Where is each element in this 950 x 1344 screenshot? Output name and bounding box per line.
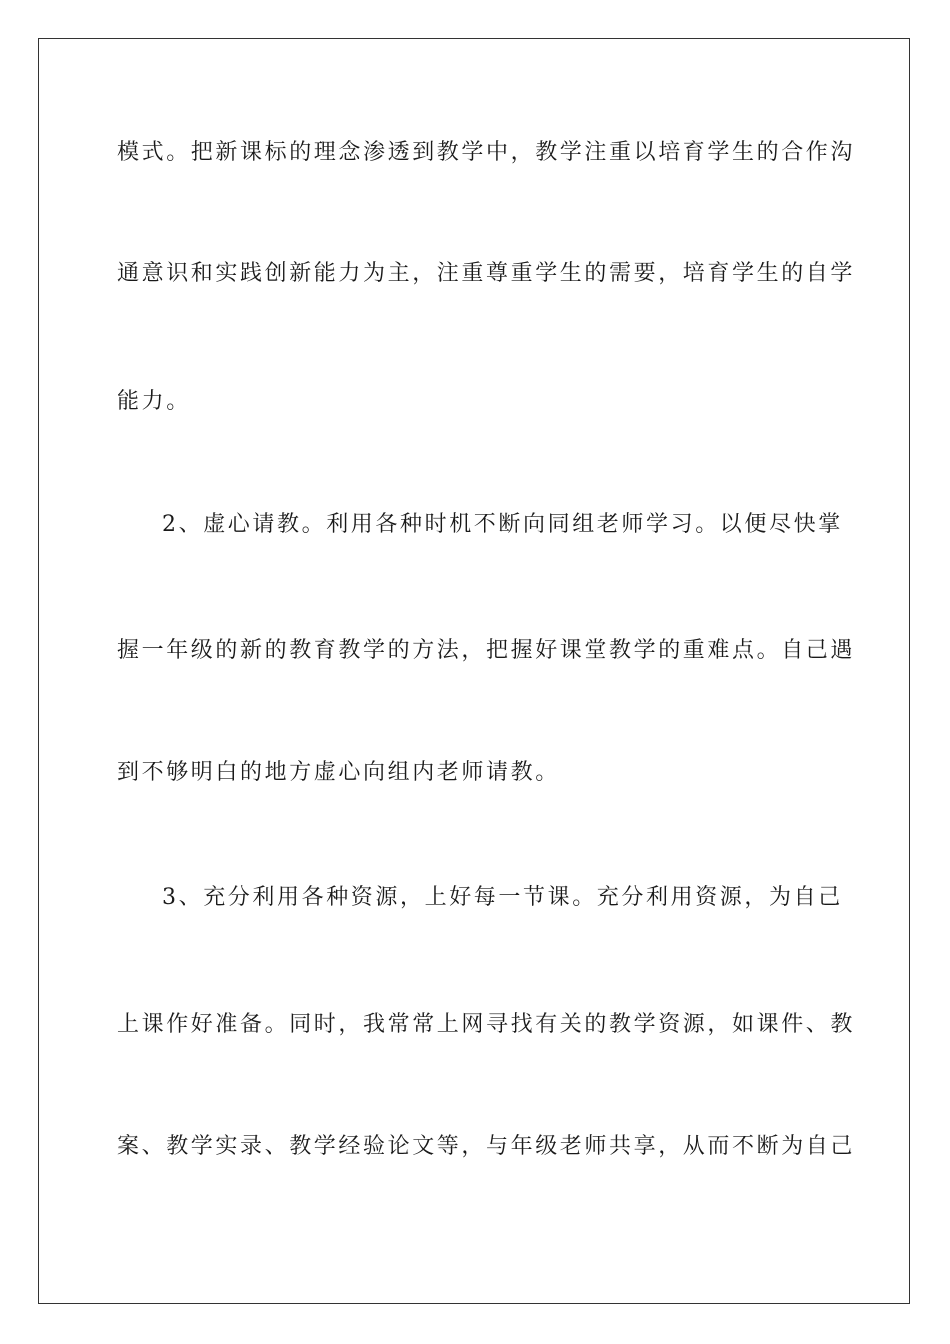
paragraph-2-line-1: 2、虚心请教。利用各种时机不断向同组老师学习。以便尽快掌: [162, 512, 843, 537]
paragraph-2-line-2: 握一年级的新的教育教学的方法，把握好课堂教学的重难点。自己遇: [117, 638, 856, 663]
page-frame: [38, 38, 910, 1304]
paragraph-3-line-3: 案、教学实录、教学经验论文等，与年级老师共享，从而不断为自己: [117, 1134, 856, 1159]
body-line-2: 通意识和实践创新能力为主，注重尊重学生的需要，培育学生的自学: [117, 261, 856, 286]
body-line-3: 能力。: [117, 389, 191, 414]
paragraph-3-line-1: 3、充分利用各种资源，上好每一节课。充分利用资源，为自己: [162, 885, 843, 910]
paragraph-3-line-2: 上课作好准备。同时，我常常上网寻找有关的教学资源，如课件、教: [117, 1012, 856, 1037]
body-line-1: 模式。把新课标的理念渗透到教学中，教学注重以培育学生的合作沟: [117, 140, 856, 165]
paragraph-2-line-3: 到不够明白的地方虚心向组内老师请教。: [117, 760, 560, 785]
